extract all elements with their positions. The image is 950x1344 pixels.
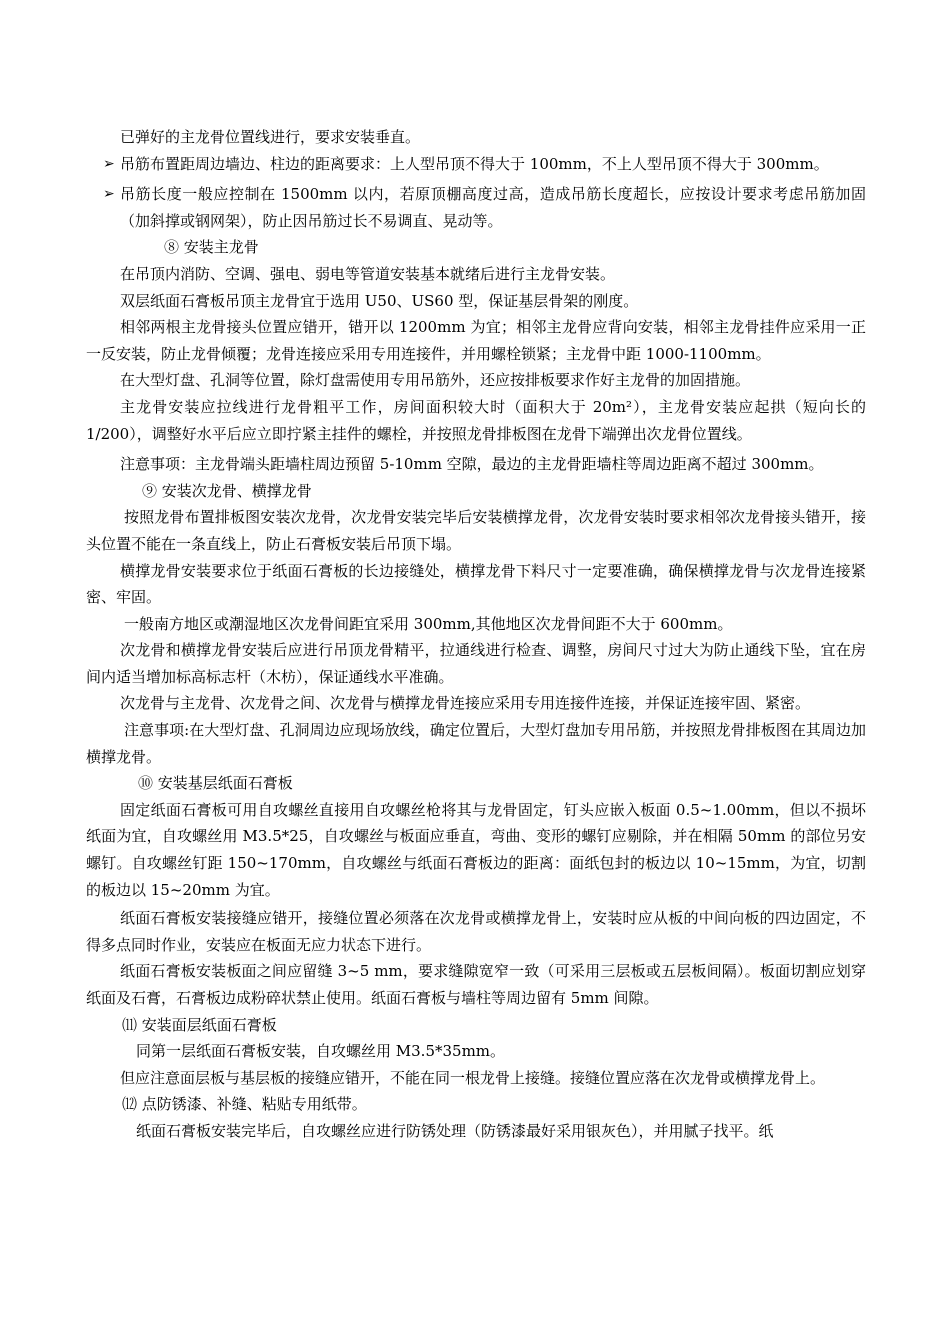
paragraph: 在吊顶内消防、空调、强电、弱电等管道安装基本就绪后进行主龙骨安装。 [120,264,616,283]
paragraph-continuation: 已弹好的主龙骨位置线进行，要求安装垂直。 [120,128,421,146]
paragraph: 相邻两根主龙骨接头位置应错开，错开以 1200mm 为宜；相邻主龙骨应背向安装，相邻主龙骨挂件应采用一正一反安装，防止龙骨倾覆；龙骨连接应采用专用连接件，并用螺栓锁紧；主龙骨中距 1000-1100mm。 [86,318,866,363]
paragraph: 纸面石膏板安装完毕后，自攻螺丝应进行防锈处理（防锈漆最好采用银灰色），并用腻子找平。纸 [136,1121,774,1140]
bullet-item [0,151,866,178]
arrowhead-bullet-icon: ➢ [103,186,115,203]
section-heading: ⑿ 点防锈漆、补缝、粘贴专用纸带。 [122,1095,367,1114]
paragraph: 纸面石膏板安装板面之间应留缝 3~5 mm，要求缝隙宽窄一致（可采用三层板或五层板间隔）。板面切割应划穿纸面及石膏，石膏板边成粉碎状禁止使用。纸面石膏板与墙柱等周边留有 5mm 间隙。 [86,962,866,1007]
paragraph: 同第一层纸面石膏板安装，自攻螺丝用 M3.5*35mm。 [136,1042,506,1061]
section-heading: ⑾ 安装面层纸面石膏板 [122,1015,277,1034]
paragraph: 按照龙骨布置排板图安装次龙骨，次龙骨安装完毕后安装横撑龙骨，次龙骨安装时要求相邻次龙骨接头错开，接头位置不能在一条直线上，防止石膏板安装后吊顶下塌。 [86,508,866,553]
paragraph: 纸面石膏板安装接缝应错开，接缝位置必须落在次龙骨或横撑龙骨上，安装时应从板的中间向板的四边固定，不得多点同时作业，安装应在板面无应力状态下进行。 [86,909,866,954]
note-paragraph: 注意事项：主龙骨端头距墙柱周边预留 5-10mm 空隙，最边的主龙骨距墙柱等周边距离不超过 300mm。 [120,455,824,474]
arrowhead-bullet-icon: ➢ [103,155,115,172]
bullet-text: 吊筋布置距周边墙边、柱边的距离要求：上人型吊顶不得大于 100mm，不上人型吊顶不得大于 300mm。 [120,154,829,173]
section-heading: ⑧ 安装主龙骨 [164,238,259,257]
paragraph: 主龙骨安装应拉线进行龙骨粗平工作，房间面积较大时（面积大于 20m²），主龙骨安装应起拱（短向长的 1/200），调整好水平后应立即拧紧主挂件的螺栓，并按照龙骨排板图在龙骨下端弹出次龙骨位置线。 [86,397,866,443]
paragraph: 次龙骨和横撑龙骨安装后应进行吊顶龙骨精平，拉通线进行检查、调整，房间尺寸过大为防止通线下坠，宜在房间内适当增加标高标志杆（木枋），保证通线水平准确。 [86,641,866,686]
paragraph: 双层纸面石膏板吊顶主龙骨宜于选用 U50、US60 型，保证基层骨架的刚度。 [120,291,639,310]
paragraph: 在大型灯盘、孔洞等位置，除灯盘需使用专用吊筋外，还应按排板要求作好主龙骨的加固措施。 [120,371,751,390]
paragraph: 固定纸面石膏板可用自攻螺丝直接用自攻螺丝枪将其与龙骨固定，钉头应嵌入板面 0.5~1.00mm，但以不损坏纸面为宜，自攻螺丝用 M3.5*25，自攻螺丝与板面应垂直，弯曲、变形的螺钉应剔除，并在相隔 50mm 的部位另安螺钉。自攻螺丝钉距 150~170mm，自攻螺丝与纸面石膏板边的距离：面纸包封的板边以 10~15mm，为宜，切割的板边以 15~20mm 为宜。 [86,800,866,899]
paragraph: 次龙骨与主龙骨、次龙骨之间、次龙骨与横撑龙骨连接应采用专用连接件连接，并保证连接牢固、紧密。 [120,694,811,713]
bullet-item [0,181,866,234]
section-heading: ⑩ 安装基层纸面石膏板 [138,774,293,793]
document-body [0,124,950,1145]
note-paragraph: 注意事项:在大型灯盘、孔洞周边应现场放线，确定位置后，大型灯盘加专用吊筋，并按照龙骨排板图在其周边加横撑龙骨。 [86,721,866,766]
paragraph: 一般南方地区或潮湿地区次龙骨间距宜采用 300mm,其他地区次龙骨间距不大于 600mm。 [124,614,733,633]
bullet-text: 吊筋长度一般应控制在 1500mm 以内，若原顶棚高度过高，造成吊筋长度超长，应按设计要求考虑吊筋加固（加斜撑或钢网架），防止因吊筋过长不易调直、晃动等。 [120,185,866,230]
paragraph: 但应注意面层板与基层板的接缝应错开，不能在同一根龙骨上接缝。接缝位置应落在次龙骨或横撑龙骨上。 [120,1068,826,1087]
section-heading: ⑨ 安装次龙骨、横撑龙骨 [142,481,312,500]
paragraph: 横撑龙骨安装要求位于纸面石膏板的长边接缝处，横撑龙骨下料尺寸一定要准确，确保横撑龙骨与次龙骨连接紧密、牢固。 [86,561,866,607]
